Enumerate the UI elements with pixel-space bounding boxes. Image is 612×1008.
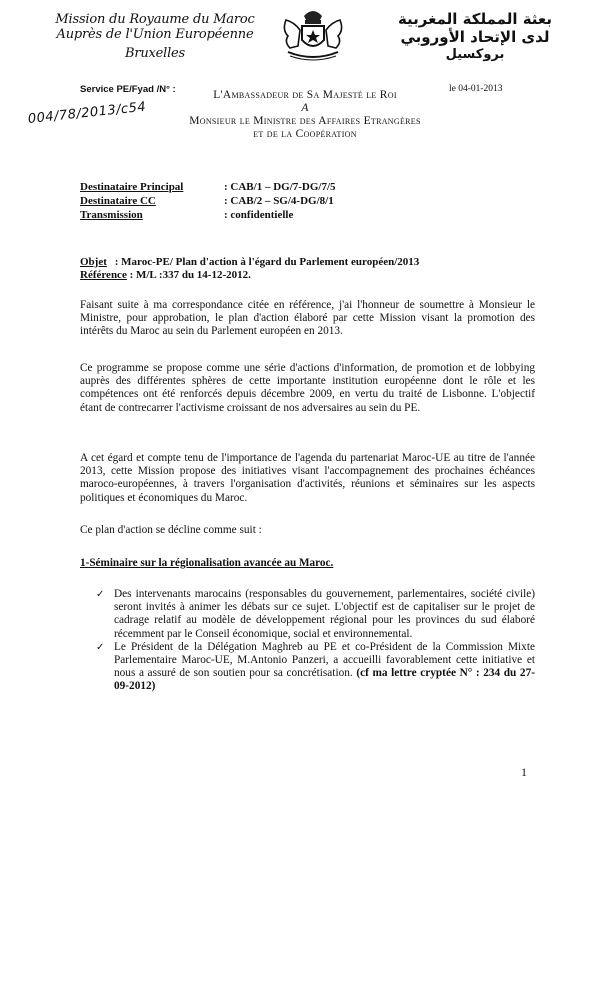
page-number: 1 — [521, 765, 527, 779]
paragraph: Ce programme se propose comme une série d'actions d'information, de promotion et de lobbying auprès des différentes sphères de cette importante institution européenne dont le rôle et les compétences ont été renforcés depuis décembre 2009, en vertu du traité de Lisbonne. L'objectif étant de contrecarrer l'activisme croissant de nos adversaires au sein du PE. — [80, 362, 535, 414]
paragraph: A cet égard et compte tenu de l'importance de l'agenda du partenariat Maroc-UE au titre de l'année 2013, cette Mission propose des initiatives visant l'accompagnement des prochaines échéances maroco-européennes, à travers l'organisation d'activités, réunions et séminaires sur les aspects politiques et économiques du Maroc. — [80, 452, 535, 504]
recipient-line-2: et de la Coopération — [253, 128, 357, 140]
letterhead-arabic — [360, 10, 590, 64]
reference-value: : M/L :337 du 14-12-2012. — [126, 269, 251, 281]
routing-label: Destinataire Principal — [80, 181, 184, 193]
letterhead-french — [40, 12, 270, 61]
paragraph: Faisant suite à ma correspondance citée en référence, j'ai l'honneur de soumettre à Monsieur le Ministre, pour approbation, le plan d'action élaboré par cette Mission visant la promotion des intérêts du Maroc au sein du Parlement européen en 2013. — [80, 299, 535, 338]
objet-value: : Maroc-PE/ Plan d'action à l'égard du Parlement européen/2013 — [114, 256, 420, 268]
letterhead-line: بعثة المملكة المغربية — [397, 10, 553, 28]
sender-title: L'Ambassadeur de Sa Majesté le Roi — [213, 89, 397, 101]
routing-value: : CAB/2 – SG/4-DG/8/1 — [224, 195, 334, 207]
routing-row — [80, 195, 480, 209]
section-heading: 1-Séminaire sur la régionalisation avancée au Maroc. — [80, 557, 334, 569]
routing-label: Destinataire CC — [80, 195, 156, 207]
objet-label: Objet — [80, 256, 107, 268]
bullet-text: Le Président de la Délégation Maghreb au PE et co-Président de la Commission Mixte Parlementaire Maroc-UE, M.Antonio Panzeri, a accueilli favorablement cette initiative et nous a assuré de son soutien pour sa concrétisation. — [114, 640, 535, 680]
routing-value: : confidentielle — [224, 209, 294, 221]
recipient-line-1: Monsieur le Ministre des Affaires Etrangères — [189, 115, 421, 127]
letterhead-line: Mission du Royaume du Maroc — [55, 12, 255, 27]
checkmark-icon: ✓ — [96, 641, 105, 653]
letterhead-line: بروكسيل — [445, 47, 505, 62]
routing-row — [80, 181, 480, 195]
bullet-bold-reference: (cf ma lettre cryptée N° : 234 du 27-09-2012) — [114, 667, 535, 693]
bullet-list — [96, 588, 535, 694]
bullet-item — [96, 641, 535, 694]
reference-row — [80, 269, 540, 282]
routing-label: Transmission — [80, 209, 143, 221]
letter-date: le 04-01-2013 — [449, 84, 503, 94]
coat-of-arms-icon — [280, 6, 346, 62]
letterhead-line: لدى الإتحاد الأوروبي — [400, 28, 550, 46]
routing-row — [80, 209, 480, 223]
to-word: A — [301, 102, 309, 114]
letterhead-line: Bruxelles — [124, 46, 186, 61]
bullet-item — [96, 588, 535, 641]
addressing-block — [140, 89, 470, 141]
letterhead-line: Auprès de l'Union Européenne — [56, 27, 254, 42]
service-reference: Service PE/Fyad /N° : — [80, 84, 176, 95]
routing-block — [80, 181, 480, 223]
reference-label: Référence — [80, 269, 127, 281]
handwritten-reference: 004/78/2013/c54 — [27, 99, 147, 127]
checkmark-icon: ✓ — [96, 589, 105, 600]
routing-value: : CAB/1 – DG/7-DG/7/5 — [224, 181, 336, 193]
subject-block — [80, 256, 540, 282]
paragraph: Ce plan d'action se décline comme suit : — [80, 524, 262, 536]
objet-row — [80, 256, 540, 269]
bullet-text: Des intervenants marocains (responsables du gouvernement, parlementaires, société civile) seront invités à animer les débats sur ce sujet. L'objectif est de capitaliser sur le projet de cadrage relatif au modèle de développement régional pour les provinces du sud élaboré récemment par le Conseil économique, social et environnemental. — [114, 588, 535, 640]
